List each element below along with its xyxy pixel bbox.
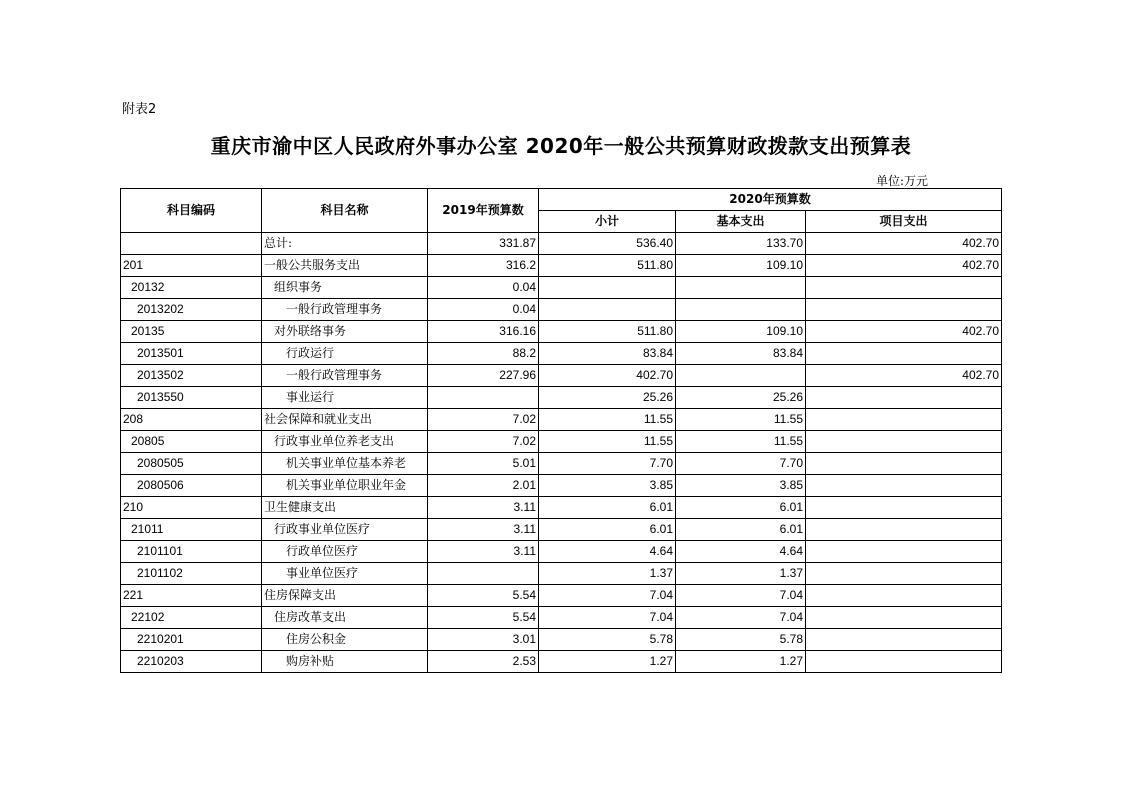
cell-name: 行政事业单位养老支出 <box>262 431 428 453</box>
cell-name: 住房公积金 <box>262 629 428 651</box>
cell-prev-budget: 0.04 <box>428 277 539 299</box>
cell-prev-budget: 3.01 <box>428 629 539 651</box>
cell-basic <box>676 365 806 387</box>
cell-basic: 1.37 <box>676 563 806 585</box>
cell-code: 210 <box>121 497 262 519</box>
unit-label: 单位:万元 <box>876 174 929 188</box>
cell-code: 22102 <box>121 607 262 629</box>
cell-project <box>806 277 1002 299</box>
cell-name: 组织事务 <box>262 277 428 299</box>
page-title: 重庆市渝中区人民政府外事办公室 2020年一般公共预算财政拨款支出预算表 <box>210 134 912 158</box>
table-body <box>121 233 1002 673</box>
cell-name: 行政单位医疗 <box>262 541 428 563</box>
table-row <box>121 563 1002 585</box>
cell-subtotal: 511.80 <box>539 255 676 277</box>
budget-table <box>120 188 1002 673</box>
cell-code: 2013550 <box>121 387 262 409</box>
cell-prev-budget: 227.96 <box>428 365 539 387</box>
table-row <box>121 629 1002 651</box>
cell-name: 事业单位医疗 <box>262 563 428 585</box>
cell-prev-budget <box>428 563 539 585</box>
cell-prev-budget: 5.54 <box>428 585 539 607</box>
table-row <box>121 365 1002 387</box>
table-row <box>121 343 1002 365</box>
cell-project: 402.70 <box>806 321 1002 343</box>
cell-subtotal: 3.85 <box>539 475 676 497</box>
table-row <box>121 255 1002 277</box>
cell-name: 行政事业单位医疗 <box>262 519 428 541</box>
cell-basic: 109.10 <box>676 255 806 277</box>
cell-prev-budget: 7.02 <box>428 409 539 431</box>
cell-prev-budget: 88.2 <box>428 343 539 365</box>
cell-basic: 7.04 <box>676 585 806 607</box>
cell-prev-budget: 7.02 <box>428 431 539 453</box>
cell-prev-budget: 316.2 <box>428 255 539 277</box>
cell-code: 2101101 <box>121 541 262 563</box>
cell-code: 2210203 <box>121 651 262 673</box>
cell-subtotal: 25.26 <box>539 387 676 409</box>
cell-subtotal <box>539 299 676 321</box>
cell-project <box>806 519 1002 541</box>
cell-project <box>806 431 1002 453</box>
table-row <box>121 431 1002 453</box>
table-row <box>121 475 1002 497</box>
cell-name: 总计: <box>262 233 428 255</box>
cell-basic: 11.55 <box>676 409 806 431</box>
cell-basic: 6.01 <box>676 497 806 519</box>
cell-code: 21011 <box>121 519 262 541</box>
cell-project <box>806 607 1002 629</box>
cell-code: 20132 <box>121 277 262 299</box>
cell-code <box>121 233 262 255</box>
cell-name: 住房保障支出 <box>262 585 428 607</box>
header-cur-budget: 2020年预算数 <box>539 189 1002 211</box>
cell-name: 行政运行 <box>262 343 428 365</box>
cell-project <box>806 387 1002 409</box>
table-row <box>121 651 1002 673</box>
cell-project: 402.70 <box>806 255 1002 277</box>
cell-basic: 7.70 <box>676 453 806 475</box>
cell-project <box>806 629 1002 651</box>
cell-basic: 7.04 <box>676 607 806 629</box>
cell-name: 一般行政管理事务 <box>262 365 428 387</box>
cell-code: 208 <box>121 409 262 431</box>
header-prev-budget: 2019年预算数 <box>428 189 539 233</box>
cell-name: 卫生健康支出 <box>262 497 428 519</box>
cell-subtotal: 511.80 <box>539 321 676 343</box>
cell-prev-budget: 5.54 <box>428 607 539 629</box>
cell-subtotal: 5.78 <box>539 629 676 651</box>
cell-subtotal: 11.55 <box>539 431 676 453</box>
cell-name: 事业运行 <box>262 387 428 409</box>
cell-basic: 5.78 <box>676 629 806 651</box>
header-basic: 基本支出 <box>676 211 806 233</box>
table-row <box>121 453 1002 475</box>
cell-subtotal: 7.70 <box>539 453 676 475</box>
cell-project <box>806 651 1002 673</box>
header-name: 科目名称 <box>262 189 428 233</box>
cell-code: 2013202 <box>121 299 262 321</box>
cell-basic: 3.85 <box>676 475 806 497</box>
cell-project: 402.70 <box>806 233 1002 255</box>
cell-subtotal: 6.01 <box>539 497 676 519</box>
cell-subtotal: 83.84 <box>539 343 676 365</box>
table-row <box>121 233 1002 255</box>
table-row <box>121 299 1002 321</box>
cell-subtotal: 1.37 <box>539 563 676 585</box>
cell-name: 对外联络事务 <box>262 321 428 343</box>
cell-subtotal: 536.40 <box>539 233 676 255</box>
table-row <box>121 519 1002 541</box>
table-row <box>121 541 1002 563</box>
cell-prev-budget: 331.87 <box>428 233 539 255</box>
cell-code: 2080505 <box>121 453 262 475</box>
cell-code: 221 <box>121 585 262 607</box>
table-row <box>121 497 1002 519</box>
cell-subtotal: 402.70 <box>539 365 676 387</box>
table-row <box>121 607 1002 629</box>
cell-project <box>806 409 1002 431</box>
cell-subtotal: 7.04 <box>539 585 676 607</box>
cell-prev-budget: 3.11 <box>428 519 539 541</box>
cell-project <box>806 475 1002 497</box>
cell-basic: 83.84 <box>676 343 806 365</box>
cell-code: 201 <box>121 255 262 277</box>
cell-basic <box>676 299 806 321</box>
cell-project: 402.70 <box>806 365 1002 387</box>
cell-subtotal: 1.27 <box>539 651 676 673</box>
table-row <box>121 387 1002 409</box>
attachment-label: 附表2 <box>122 102 157 117</box>
table-row <box>121 409 1002 431</box>
cell-code: 2210201 <box>121 629 262 651</box>
cell-subtotal: 4.64 <box>539 541 676 563</box>
cell-name: 一般行政管理事务 <box>262 299 428 321</box>
cell-project <box>806 453 1002 475</box>
table-row <box>121 277 1002 299</box>
cell-subtotal: 6.01 <box>539 519 676 541</box>
cell-prev-budget: 2.53 <box>428 651 539 673</box>
table-row <box>121 321 1002 343</box>
cell-prev-budget: 0.04 <box>428 299 539 321</box>
cell-prev-budget: 2.01 <box>428 475 539 497</box>
cell-name: 购房补贴 <box>262 651 428 673</box>
cell-code: 2013501 <box>121 343 262 365</box>
cell-code: 20135 <box>121 321 262 343</box>
cell-basic: 133.70 <box>676 233 806 255</box>
cell-subtotal: 11.55 <box>539 409 676 431</box>
cell-name: 住房改革支出 <box>262 607 428 629</box>
cell-prev-budget: 316.16 <box>428 321 539 343</box>
cell-prev-budget: 5.01 <box>428 453 539 475</box>
cell-basic: 1.27 <box>676 651 806 673</box>
cell-name: 一般公共服务支出 <box>262 255 428 277</box>
cell-prev-budget <box>428 387 539 409</box>
cell-project <box>806 299 1002 321</box>
cell-name: 机关事业单位基本养老 <box>262 453 428 475</box>
cell-project <box>806 563 1002 585</box>
cell-subtotal: 7.04 <box>539 607 676 629</box>
cell-prev-budget: 3.11 <box>428 541 539 563</box>
header-code: 科目编码 <box>121 189 262 233</box>
header-project: 项目支出 <box>806 211 1002 233</box>
cell-basic: 4.64 <box>676 541 806 563</box>
table-row <box>121 585 1002 607</box>
cell-code: 20805 <box>121 431 262 453</box>
cell-subtotal <box>539 277 676 299</box>
cell-prev-budget: 3.11 <box>428 497 539 519</box>
cell-name: 机关事业单位职业年金 <box>262 475 428 497</box>
cell-code: 2013502 <box>121 365 262 387</box>
cell-name: 社会保障和就业支出 <box>262 409 428 431</box>
cell-project <box>806 343 1002 365</box>
cell-basic: 11.55 <box>676 431 806 453</box>
cell-project <box>806 497 1002 519</box>
cell-basic: 6.01 <box>676 519 806 541</box>
cell-project <box>806 541 1002 563</box>
cell-code: 2080506 <box>121 475 262 497</box>
cell-code: 2101102 <box>121 563 262 585</box>
cell-basic: 25.26 <box>676 387 806 409</box>
cell-basic <box>676 277 806 299</box>
cell-basic: 109.10 <box>676 321 806 343</box>
header-subtotal: 小计 <box>539 211 676 233</box>
cell-project <box>806 585 1002 607</box>
